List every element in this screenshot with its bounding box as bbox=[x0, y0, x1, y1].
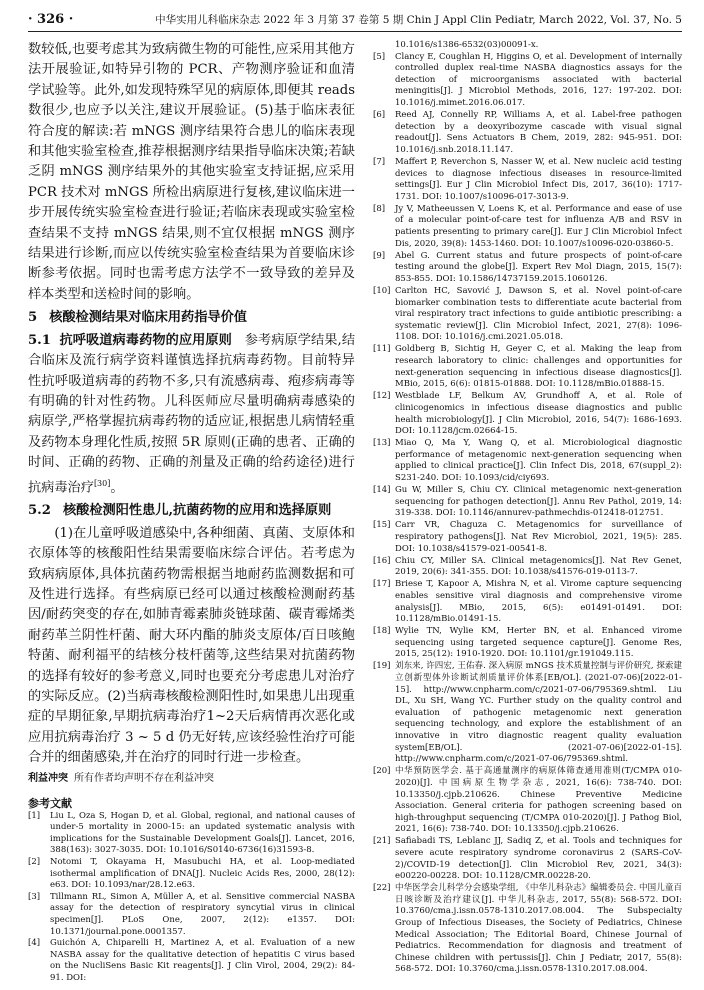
reference-number: [19] bbox=[373, 661, 391, 672]
section-5-1-text: 参考病原学结果,结合临床及流行病学资料谨慎选择抗病毒药物。目前特异性抗呼吸道病毒的药物不多,只有流感病毒、疱疹病毒等有明确的针对性药物。儿科医师应尽量明确病毒感染的病原学,严格掌握抗病毒药物的适应证,根据患儿病情轻重及药物本身理化性质,按照 5R 原则(正确的患者、正确的时间、正确的药物、正确的剂量及正确的给药途径)进行抗病毒治疗 bbox=[28, 332, 355, 495]
reference-number: [12] bbox=[373, 391, 391, 402]
section-5-1 bbox=[28, 331, 355, 499]
reference-number: [5] bbox=[373, 51, 386, 62]
reference-item bbox=[373, 520, 682, 555]
references-heading: 参考文献 bbox=[28, 796, 72, 810]
reference-text: Gu W, Miller S, Chiu CY. Clinical metagenomic next-generation sequencing for pathogen detection[J]. Annu Rev Pathol, 2019, 14: 319-338. DOI: 10.1146/annurev-pathmechdis-012418-012751. bbox=[395, 485, 682, 519]
reference-number: [14] bbox=[373, 485, 391, 496]
section-5-title: 核酸检测结果对临床用药指导价值 bbox=[49, 310, 247, 326]
reference-item bbox=[373, 110, 682, 156]
reference-text: 刘东来, 许四宏, 王佑春. 深入病原 mNGS 技术质量控制与评价研究, 探索建立创新型体外诊断试剂质量评价体系[EB/OL]. (2021-07-06)[2022-01-15]. http://www.cnpharm.com/c/2021-07-06/795369.shtml. Liu DL, Xu SH, Wang YC. Further study on the quality control and evaluation of pathogenic metagenomic next generation sequencing technology, and explore the establishment of an innovative in vitro diagnostic reagent quality evaluation system[EB/OL]. (2021-07-06)[2022-01-15]. http://www.cnpharm.com/c/2021-07-06/795369.shtml. bbox=[395, 661, 682, 765]
section-5-1-title: 抗呼吸道病毒药物的应用原则 bbox=[59, 332, 232, 348]
right-column bbox=[373, 40, 682, 977]
reference-text: Jy V, Matheeussen V, Loens K, et al. Performance and ease of use of a molecular point-of-care test for influenza A/B and RSV in patients presenting to primary care[J]. Eur J Clin Microbiol Infect Dis, 2020, 39(8): 1453-1460. DOI: 10.1007/s10096-020-03860-5. bbox=[395, 203, 682, 249]
reference-number: [7] bbox=[373, 156, 386, 167]
section-5-number: 5 bbox=[28, 310, 38, 326]
reference-item bbox=[373, 52, 682, 110]
citation-30: [30] bbox=[93, 478, 111, 488]
coi-label: 利益冲突 bbox=[28, 772, 68, 784]
reference-item bbox=[28, 857, 355, 892]
reference-item bbox=[28, 892, 355, 938]
reference-text: Goldberg B, Sichtig H, Geyer C, et al. Making the leap from research laboratory to clinic: challenges and opportunities for next-generation sequencing in infectious disease diagnostics[J]. MBio, 2015, 6(6): 01815-01888. DOI: 10.1128/mBio.01888-15. bbox=[395, 344, 682, 390]
left-column bbox=[28, 40, 355, 985]
reference-item bbox=[28, 938, 355, 984]
reference-number: [20] bbox=[373, 766, 391, 777]
reference-number: [6] bbox=[373, 110, 386, 121]
reference-number: [1] bbox=[28, 810, 41, 821]
reference-text: Guichón A, Chiparelli H, Martinez A, et al. Evaluation of a new NASBA assay for the qualitative detection of hepatitis C virus based on the NucliSens Basic Kit reagents[J]. J Clin Virol, 2004, 29(2): 84-91. DOI: bbox=[50, 938, 355, 983]
section-5-2-number: 5.2 bbox=[28, 503, 51, 519]
intro-paragraph: 数较低,也要考虑其为致病微生物的可能性,应采用其他方法开展验证,如特异引物的 PCR、产物测序验证和血清学试验等。此外,如发现特殊罕见的病原体,即便其 reads 数很少,也应予以关注,建议开展验证。(5)基于临床表征符合度的解读:若 mNGS 测序结果符合患儿的临床表现和其他实验室检查,推荐根据测序结果指导临床决策;若缺乏阴 mNGS 测序结果外的其他实验室支持证据,应采用 PCR 技术对 mNGS 所检出病原进行复核,建议临床进一步开展传统实验室检查进行验证;若临床表现或实验室检查结果不支持 mNGS 结果,则不宜仅根据 mNGS 测序结果进行诊断,而应以传统实验室检查结果为首要临床诊断参考依据。同时也需考虑方法学不一致导致的差异及样本类型和送检时间的影响。 bbox=[28, 42, 355, 302]
reference-number: [11] bbox=[373, 344, 391, 355]
section-5-1-number: 5.1 bbox=[28, 332, 51, 348]
reference-text: Miao Q, Ma Y, Wang Q, et al. Microbiological diagnostic performance of metagenomic next-generation sequencing when applied to clinical practice[J]. Clin Infect Dis, 2018, 67(suppl_2): S231-240. DOI: 10.1093/cid/ciy693. bbox=[395, 438, 682, 483]
reference-number: [16] bbox=[373, 555, 391, 566]
reference-list-right bbox=[373, 52, 682, 976]
reference-text: 中华预防医学会. 基于高通量测序的病原体筛查通用准则(T/CMPA 010-2020)[J]. 中国病原生物学杂志, 2021, 16(6): 738-740. DOI: 10.13350/j.cjpb.210626. Chinese Preventive Medicine Association. General criteria for pathogen screening based on high-throughput sequencing (T/CMPA 010-2020)[J]. J Pathog Biol, 2021, 16(6): 738-740. DOI: 10.13350/j.cjpb.210626. bbox=[395, 766, 682, 835]
reference-number: [15] bbox=[373, 520, 391, 531]
reference-item bbox=[373, 391, 682, 437]
running-header bbox=[28, 10, 682, 32]
reference-text: Carr VR, Chaguza C. Metagenomics for surveillance of respiratory pathogens[J]. Nat Rev Microbiol, 2021, 19(5): 285. DOI: 10.1038/s41579-021-00541-8. bbox=[395, 520, 682, 554]
reference-number: [9] bbox=[373, 250, 386, 261]
reference-item bbox=[373, 626, 682, 661]
section-5-heading bbox=[28, 308, 355, 328]
reference-4-continuation: 10.1016/s1386-6532(03)00091-x. bbox=[395, 40, 539, 50]
reference-item bbox=[373, 344, 682, 390]
reference-number: [13] bbox=[373, 438, 391, 449]
reference-item bbox=[373, 579, 682, 625]
reference-text: Reed AJ, Connelly RP, Williams A, et al. Label-free pathogen detection by a deoxyribozyme cascade with visual signal readout[J]. Sens Actuators B Chem, 2019, 282: 945-951. DOI: 10.1016/j.snb.2018.11.147. bbox=[395, 110, 682, 155]
section-5-2-heading bbox=[28, 501, 355, 521]
reference-item bbox=[373, 556, 682, 579]
reference-text: Abel G. Current status and future prospects of point-of-care testing around the globe[J]. Expert Rev Mol Diagn, 2015, 15(7): 853-855. DOI: 10.1586/14737159.2015.1060126. bbox=[395, 250, 682, 284]
reference-text: Carlton HC, Savović J, Dawson S, et al. Novel point-of-care biomarker combination tests to differentiate acute bacterial from viral respiratory tract infections to guide antibiotic prescribing: a systematic review[J]. Clin Microbiol Infect, 2021, 27(8): 1096-1108. DOI: 10.1016/j.cmi.2021.05.018. bbox=[395, 285, 682, 343]
reference-item bbox=[28, 811, 355, 857]
reference-number: [10] bbox=[373, 285, 391, 296]
reference-item bbox=[373, 836, 682, 882]
reference-text: Notomi T, Okayama H, Masubuchi HA, et al. Loop-mediated isothermal amplification of DNA[J]. Nucleic Acids Res, 2000, 28(12): e63. DOI: 10.1093/nar/28.12.e63. bbox=[50, 856, 355, 891]
reference-item bbox=[373, 485, 682, 520]
reference-text: Maffert P, Reverchon S, Nasser W, et al. New nucleic acid testing devices to diagnose infectious diseases in resource-limited settings[J]. Eur J Clin Microbiol Infect Dis, 2017, 36(10): 1717-1731. DOI: 10.1007/s10096-017-3013-9. bbox=[395, 156, 682, 202]
reference-number: [17] bbox=[373, 579, 391, 590]
reference-number: [4] bbox=[28, 938, 41, 949]
section-5-2-title: 核酸检测阳性患儿,抗菌药物的应用和选择原则 bbox=[62, 503, 332, 519]
journal-info: 中华实用儿科临床杂志 2022 年 3 月第 37 卷第 5 期 Chin J Appl Clin Pediatr, March 2022, Vol. 37, No. 5 bbox=[155, 14, 682, 26]
reference-list-left bbox=[28, 811, 355, 985]
section-5-2-text: (1)在儿童呼吸道感染中,各种细菌、真菌、支原体和衣原体等的核酸阳性结果需要临床综合评估。若考虑为致病病原体,具体抗菌药物需根据当地耐药监测数据和可及性进行选择。有些病原已经可以通过核酸检测耐药基因/耐药突变的存在,如肺青霉素肺炎链球菌、碳青霉烯类耐药革兰阴性杆菌、耐大环内酯的肺炎支原体/百日咳鲍特菌、耐利福平的结核分枝杆菌等,这些结果对抗菌药物的选择有较好的参考意义,同时也要充分考虑患儿对治疗的实际反应。(2)当病毒核酸检测阳性时,如果患儿出现重症的早期征象,早期抗病毒治疗1~2天后病情再次恶化或应用抗病毒治疗 3 ~ 5 d 仍无好转,应该经验性治疗可能合并的细菌感染,并在治疗的同时行进一步检查。 bbox=[28, 525, 355, 766]
reference-item bbox=[373, 883, 682, 976]
reference-text: Briese T, Kapoor A, Mishra N, et al. Virome capture sequencing enables sensitive viral diagnosis and comprehensive virome analysis[J]. MBio, 2015, 6(5): e01491-01491. DOI: 10.1128/mBio.01491-15. bbox=[395, 579, 682, 625]
reference-number: [21] bbox=[373, 836, 391, 847]
reference-number: [3] bbox=[28, 891, 41, 902]
reference-text: Liu L, Oza S, Hogan D, et al. Global, regional, and national causes of under-5 mortality in 2000-15: an updated systematic analysis with implications for the Sustainable Development Goals[J]. Lancet, 2016, 388(163): 3027-3035. DOI: 10.1016/S0140-6736(16)31593-8. bbox=[50, 810, 355, 856]
conflict-of-interest bbox=[28, 771, 355, 786]
reference-item bbox=[373, 157, 682, 203]
reference-text: Safiabadi TS, Leblanc JJ, Sadiq Z, et al. Tools and techniques for severe acute respiratory syndrome coronavirus 2 (SARS-CoV-2)/COVID-19 detection[J]. Clin Microbiol Rev, 2021, 34(3): e00220-00228. DOI: 10.1128/CMR.00228-20. bbox=[395, 836, 682, 882]
reference-text: Clancy E, Coughlan H, Higgins O, et al. Development of internally controlled duplex real-time NASBA diagnostics assays for the detection of microorganisms associated with bacterial meningitis[J]. J Microbiol Methods, 2016, 127: 197-202. DOI: 10.1016/j.mimet.2016.06.017. bbox=[395, 51, 682, 108]
reference-text: Tillmann RL, Simon A, Müller A, et al. Sensitive commercial NASBA assay for the detection of respiratory syncytial virus in clinical specimen[J]. PLoS One, 2007, 2(12): e1357. DOI: 10.1371/journal.pone.0001357. bbox=[50, 891, 355, 937]
reference-text: Wylie TN, Wylie KM, Herter BN, et al. Enhanced virome sequencing using targeted sequence capture[J]. Genome Res, 2015, 25(12): 1910-1920. DOI: 10.1101/gr.191049.115. bbox=[395, 626, 682, 660]
reference-number: [8] bbox=[373, 203, 386, 214]
reference-item bbox=[373, 204, 682, 250]
reference-item bbox=[373, 286, 682, 344]
reference-text: Westblade LF, Belkum AV, Grundhoff A, et al. Role of clinicogenomics in infectious disease diagnostics and public health microbiology[J]. J Clin Microbiol, 2016, 54(7): 1686-1693. DOI: 10.1128/jcm.02664-15. bbox=[395, 391, 682, 437]
coi-text: 所有作者均声明不存在利益冲突 bbox=[74, 772, 214, 784]
page-number: · 326 · bbox=[28, 12, 74, 27]
reference-text: Chiu CY, Miller SA. Clinical metagenomics[J]. Nat Rev Genet, 2019, 20(6): 341-355. DOI: 10.1038/s41576-019-0113-7. bbox=[395, 555, 682, 578]
reference-item bbox=[373, 251, 682, 286]
reference-text: 中华医学会儿科学分会感染学组, 《中华儿科杂志》编辑委员会. 中国儿童百日咳诊断及治疗建议[J]. 中华儿科杂志, 2017, 55(8): 568-572. DOI: 10.3760/cma.j.issn.0578-1310.2017.08.004. The Subspecialty Group of Infectious Diseases, the Society of Pediatrics, Chinese Medical Association; The Editorial Board, Chinese Journal of Pediatrics. Recommendation for diagnosis and treatment of Chinese children with pertussis[J]. Chin J Pediatr, 2017, 55(8): 568-572. DOI: 10.3760/cma.j.issn.0578-1310.2017.08.004. bbox=[395, 883, 682, 975]
reference-item bbox=[373, 661, 682, 765]
reference-number: [18] bbox=[373, 626, 391, 637]
reference-number: [22] bbox=[373, 883, 391, 894]
reference-item bbox=[373, 438, 682, 484]
reference-number: [2] bbox=[28, 856, 41, 867]
section-5-1-end: 。 bbox=[110, 479, 124, 495]
reference-item bbox=[373, 766, 682, 836]
